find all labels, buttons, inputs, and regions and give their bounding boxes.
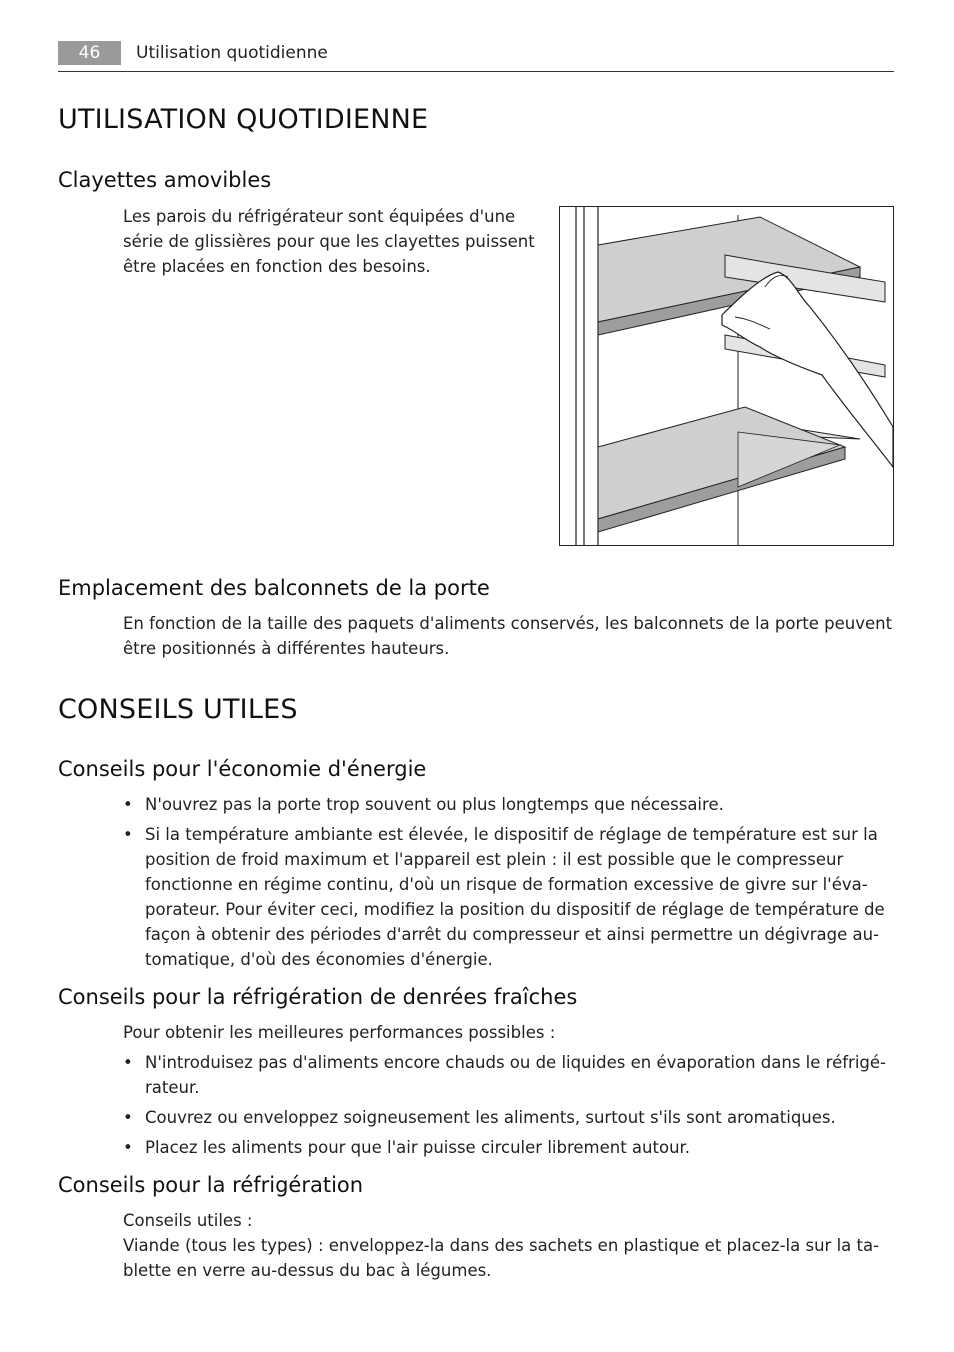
paragraph-refrigeration xyxy=(123,1208,895,1283)
list-item xyxy=(123,822,895,972)
text-line: Conseils utiles : xyxy=(123,1211,253,1230)
text-line: tomatique, d'où des économies d'énergie. xyxy=(145,950,493,969)
bullet-list-energie xyxy=(123,792,895,977)
paragraph-balconnets xyxy=(123,611,895,661)
paragraph-clayettes xyxy=(123,204,543,279)
running-title: Utilisation quotidienne xyxy=(136,43,328,63)
text-line: Les parois du réfrigérateur sont équipées d'une xyxy=(123,207,516,226)
intro-fraiches: Pour obtenir les meilleures performances possibles : xyxy=(123,1023,556,1042)
text-line: En fonction de la taille des paquets d'aliments conservés, les balconnets de la porte peuvent xyxy=(123,614,893,633)
heading-balconnets: Emplacement des balconnets de la porte xyxy=(58,576,490,600)
text-line: blette en verre au-dessus du bac à légumes. xyxy=(123,1261,492,1280)
section-title-conseils: CONSEILS UTILES xyxy=(58,694,298,725)
text-line: Placez les aliments pour que l'air puisse circuler librement autour. xyxy=(145,1138,691,1157)
text-line: porateur. Pour éviter ceci, modifiez la position du dispositif de réglage de température de xyxy=(145,900,885,919)
list-item xyxy=(123,1135,895,1160)
shelf-illustration xyxy=(559,206,894,546)
text-line: fonctionne en régime continu, d'où un risque de formation excessive de givre sur l'éva- xyxy=(145,875,868,894)
heading-refrigeration: Conseils pour la réfrigération xyxy=(58,1173,364,1197)
section-title-utilisation: UTILISATION QUOTIDIENNE xyxy=(58,104,429,135)
list-item xyxy=(123,1105,895,1130)
page-header xyxy=(58,40,894,72)
text-line: façon à obtenir des périodes d'arrêt du compresseur et ainsi permettre un dégivrage au- xyxy=(145,925,880,944)
page-number: 46 xyxy=(58,41,121,65)
text-line: position de froid maximum et l'appareil est plein : il est possible que le compresseur xyxy=(145,850,844,869)
list-item xyxy=(123,1050,895,1100)
text-line: être positionnés à différentes hauteurs. xyxy=(123,639,450,658)
text-line: N'introduisez pas d'aliments encore chauds ou de liquides en évaporation dans le réfrigé- xyxy=(145,1053,886,1072)
text-line: série de glissières pour que les clayettes puissent xyxy=(123,232,535,251)
text-line: Viande (tous les types) : enveloppez-la dans des sachets en plastique et placez-la sur la ta- xyxy=(123,1236,880,1255)
shelf-drawing xyxy=(560,207,893,545)
heading-energie: Conseils pour l'économie d'énergie xyxy=(58,757,427,781)
heading-fraiches: Conseils pour la réfrigération de denrées fraîches xyxy=(58,985,578,1009)
text-line: Couvrez ou enveloppez soigneusement les aliments, surtout s'ils sont aromatiques. xyxy=(145,1108,836,1127)
list-item xyxy=(123,792,895,817)
bullet-list-fraiches xyxy=(123,1050,895,1165)
text-line: être placées en fonction des besoins. xyxy=(123,257,431,276)
heading-clayettes: Clayettes amovibles xyxy=(58,168,272,192)
text-line: rateur. xyxy=(145,1078,200,1097)
text-line: Si la température ambiante est élevée, le dispositif de réglage de température est sur la xyxy=(145,825,878,844)
text-line: N'ouvrez pas la porte trop souvent ou plus longtemps que nécessaire. xyxy=(145,795,724,814)
